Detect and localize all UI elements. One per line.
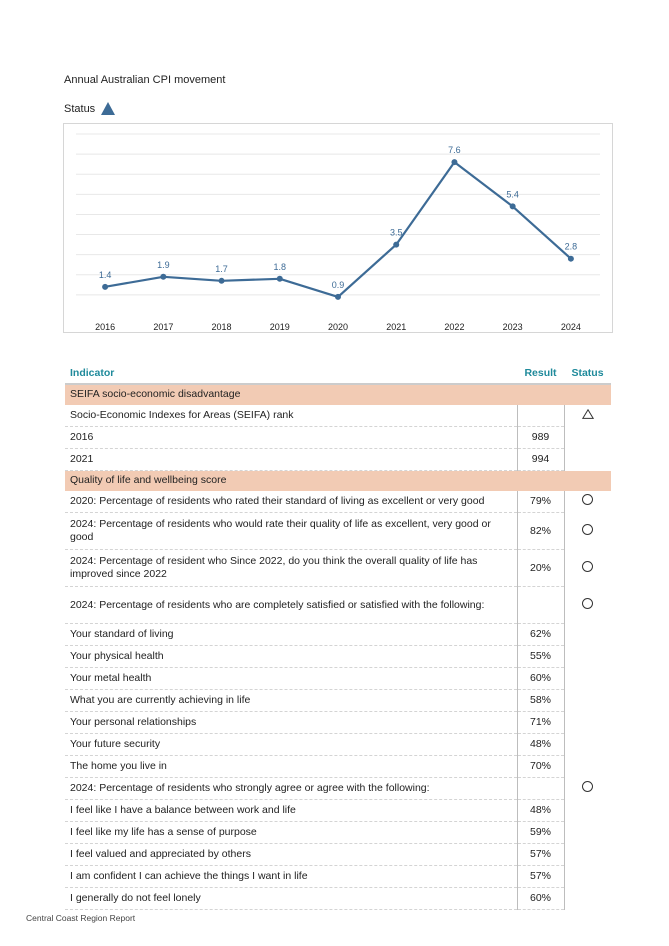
data-point [393,242,399,248]
status-cell [564,491,611,513]
indicator-header: Indicator [65,363,517,384]
data-point [102,284,108,290]
result-cell: 994 [517,449,564,471]
result-cell: 79% [517,491,564,513]
table-row [65,624,611,646]
circle-outline-icon [582,781,593,792]
x-tick-label: 2017 [153,322,174,332]
status-cell [564,866,611,888]
status-header: Status [564,363,611,384]
table-header-row [65,363,611,384]
indicator-cell: Your future security [65,734,517,756]
circle-outline-icon [582,561,593,572]
result-cell: 59% [517,822,564,844]
result-cell: 55% [517,646,564,668]
result-cell: 60% [517,888,564,910]
indicator-cell: Socio-Economic Indexes for Areas (SEIFA) rank [65,405,517,427]
data-label: 7.6 [448,145,461,156]
indicator-cell: 2024: Percentage of residents who are completely satisfied or satisfied with the following: [65,587,517,624]
result-cell: 58% [517,690,564,712]
table-row [65,587,611,624]
result-cell: 57% [517,844,564,866]
indicator-cell: Your personal relationships [65,712,517,734]
section-label: SEIFA socio-economic disadvantage [65,384,611,405]
table-row [65,888,611,910]
result-cell: 70% [517,756,564,778]
data-label: 0.9 [331,279,345,290]
circle-outline-icon [582,598,593,609]
status-cell [564,624,611,646]
indicator-cell: I feel like my life has a sense of purpose [65,822,517,844]
status-cell [564,690,611,712]
indicator-cell: Your standard of living [65,624,517,646]
table-row [65,866,611,888]
indicator-cell: I feel like I have a balance between work and life [65,800,517,822]
result-cell: 60% [517,668,564,690]
section-row [65,471,611,491]
table-row [65,778,611,800]
result-cell [517,587,564,624]
page-footer: Central Coast Region Report [26,913,136,923]
indicator-cell: 2021 [65,449,517,471]
table-row [65,491,611,513]
series-line [105,162,571,297]
data-label: 2.8 [564,241,578,252]
status-cell [564,734,611,756]
data-label: 1.9 [157,259,170,270]
indicator-cell: 2024: Percentage of residents who would rate their quality of life as excellent, very good or good [65,513,517,550]
status-cell [564,778,611,800]
x-tick-label: 2022 [444,322,465,332]
indicator-cell: I generally do not feel lonely [65,888,517,910]
indicator-cell: What you are currently achieving in life [65,690,517,712]
result-cell: 62% [517,624,564,646]
status-cell [564,822,611,844]
indicator-cell: 2024: Percentage of residents who strongly agree or agree with the following: [65,778,517,800]
x-tick-label: 2020 [327,322,349,332]
indicator-table-wrapper [65,363,611,910]
status-cell [564,844,611,866]
table-row [65,449,611,471]
x-tick-label: 2019 [269,322,290,332]
x-tick-label: 2021 [386,322,407,332]
data-point [335,294,341,300]
status-legend [64,102,115,115]
indicator-cell: 2020: Percentage of residents who rated their standard of living as excellent or very good [65,491,517,513]
result-cell: 82% [517,513,564,550]
table-row [65,712,611,734]
data-point [451,159,457,165]
section-label: Quality of life and wellbeing score [65,471,611,491]
result-header: Result [517,363,564,384]
status-label: Status [64,102,96,115]
table-row [65,668,611,690]
table-row [65,646,611,668]
data-label: 1.8 [273,261,287,272]
indicator-cell: Your metal health [65,668,517,690]
data-label: 1.7 [215,263,228,274]
data-point [568,256,574,262]
table-row [65,550,611,587]
data-point [160,274,166,280]
cpi-line-chart [63,123,613,333]
status-cell [564,587,611,624]
result-cell [517,405,564,427]
x-tick-label: 2023 [502,322,523,332]
status-cell [564,405,611,427]
triangle-up-filled-icon [101,102,115,115]
status-cell [564,800,611,822]
chart-title: Annual Australian CPI movement [64,74,226,86]
result-cell: 989 [517,427,564,449]
status-cell [564,550,611,587]
table-row [65,405,611,427]
data-label: 1.4 [98,269,112,280]
indicator-cell: Your physical health [65,646,517,668]
table-row [65,427,611,449]
table-row [65,756,611,778]
triangle-outline-icon [582,409,594,419]
status-cell [564,427,611,449]
indicator-cell: 2016 [65,427,517,449]
data-point [510,203,516,209]
result-cell: 48% [517,734,564,756]
indicator-cell: 2024: Percentage of resident who Since 2022, do you think the overall quality of life has improved since 2022 [65,550,517,587]
section-row [65,384,611,405]
table-body [65,384,611,910]
data-label: 3.5 [389,227,403,238]
indicator-cell: I am confident I can achieve the things I want in life [65,866,517,888]
status-cell [564,888,611,910]
data-point [277,276,283,282]
indicator-cell: I feel valued and appreciated by others [65,844,517,866]
x-tick-label: 2024 [560,322,581,332]
table-row [65,844,611,866]
status-cell [564,513,611,550]
result-cell: 48% [517,800,564,822]
table-row [65,800,611,822]
result-cell: 71% [517,712,564,734]
table-row [65,513,611,550]
result-cell: 57% [517,866,564,888]
result-cell [517,778,564,800]
circle-outline-icon [582,494,593,505]
circle-outline-icon [582,524,593,535]
chart-svg [64,124,612,332]
status-cell [564,646,611,668]
status-cell [564,449,611,471]
x-tick-label: 2016 [95,322,116,332]
table-row [65,690,611,712]
table-row [65,734,611,756]
indicator-cell: The home you live in [65,756,517,778]
result-cell: 20% [517,550,564,587]
status-cell [564,756,611,778]
data-label: 5.4 [506,189,519,200]
x-tick-label: 2018 [211,322,232,332]
indicator-table [65,363,611,910]
status-cell [564,668,611,690]
status-cell [564,712,611,734]
data-point [219,278,225,284]
table-row [65,822,611,844]
